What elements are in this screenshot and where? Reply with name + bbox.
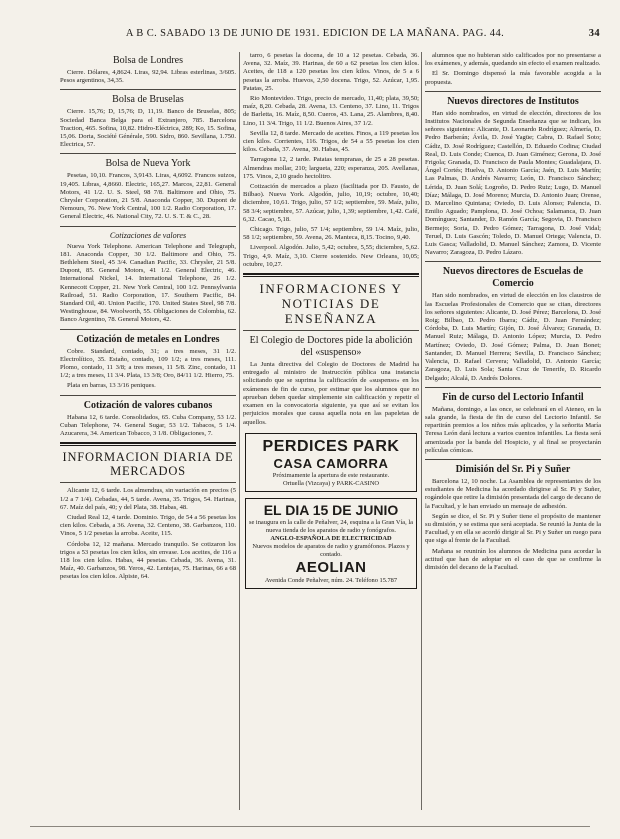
page-header — [30, 28, 600, 44]
article-title-lectorio: Fin de curso del Lectorio Infantil — [442, 391, 584, 403]
article-paragraph: Han sido nombrados, en virtud de elección, directores de los Institutos Nacionales de Segunda Enseñanza que se indican, los señores siguientes: Alicante, D. Leonardo Rodríguez; Almería, D. Pedro Barberán; Ávila, D. José Yagüe; Cabra, D. Rafael Soto; Cádiz, D. José Rodríguez; Castellón, D. Eduardo Codina; Ciudad Real, D. Luis Conde; Cuenca, D. Juan Giménez; Gerona, D. José Frigola; Granada, D. Francisco de Paula Montes; Guadalajara, D. Ángel Cortés; Huelva, D. Antonio García; Jaén, D. Luis Martín; Las Palmas, D. Andrés Navarro; León, D. Francisco Sánchez; Lérida, D. Juan Solá; Logroño, D. Pedro Ruiz; Lugo, D. Manuel Díaz; Málaga, D. José Moreno; Murcia, D. Antonio Juan; Orense, D. Marcelino Quintana; Oviedo, D. Luis Alonso; Palencia, D. Emilio Aguado; Pamplona, D. José Ochoa; Salamanca, D. Juan Domínguez; Santander, D. Ramón García; Segovia, D. Francisco Bermejo; Soria, D. Pedro Gómez; Tarragona, D. José Vidal; Teruel, D. Luis Gascón; Toledo, D. Manuel Ortega; Valencia, D. Luis Gasca; Valladolid, D. Manuel Sánchez; Zamora, D. Vicente Navarro; Zaragoza, D. Pedro Lázaro. — [425, 109, 601, 257]
article-paragraph: Barcelona 12, 10 noche. La Asamblea de representantes de los estudiantes de Medicina ha acordado dirigirse al Sr. Pi y Suñer, rogándole que retire la dimisión presentada del cargo de decano de la Facultad, y le han enviado un mensaje de adhesión. — [425, 477, 601, 510]
section-title-bruselas: Bolsa de Bruselas — [112, 94, 184, 106]
article-paragraph: Mañana, domingo, a las once, se celebrará en el Ateneo, en la sala grande, la fiesta de fin de curso del Lectorio Infantil. Se repartirán premios a los niños más aplicados, y la señorita María Teresa León dará lectura a varios cuentos infantiles. La fiesta será amenizada por la banda del Hospicio, y al final se proyectarán películas cómicas. — [425, 405, 601, 454]
article-paragraph: alumnos que no hubieran sido calificados por no presentarse a los exámenes, y además, quedando sin efecto el examen realizado. — [425, 52, 601, 68]
article-paragraph: Ciudad Real 12, 4 tarde. Dominio. Trigo, de 54 a 56 pesetas los cien kilos. Cebada, a 36. Avena, 32. Centeno, 38. Garbanzos, 110. Vinos, 5 1/2 pesetas la arroba. Aceite, 115. — [60, 513, 236, 538]
article-paragraph: Tarragona 12, 2 tarde. Patatas tempranas, de 25 a 28 pesetas. Almendras mollar, 210; largueta, 220; esperanza, 205. Avellanas, 175. Vinos, 2,10 grado hectolitro. — [243, 156, 419, 180]
article-paragraph: Rio Montevideo. Trigo, precio de mercado, 11,40; plata, 39,50; maíz, 8,20. Cebada, 28. Avena, 13. Centeno, 37. Lino, 11. Trigos de Barletta, 16. Maíz, 8,50. Cueros, 43. Lana, 25. Alambres, 8,40. Lino, 11 3/4. Trigo, 11 1/2. Buenos Aires, 37 1/2. — [243, 95, 419, 127]
ad-text: se inaugura en la calle de Peñalver, 24, esquina a la Gran Vía, la nueva tienda de los aparatos de radio y fonógrafos. — [249, 518, 413, 534]
divider — [425, 387, 601, 388]
article-title-dimision: Dimisión del Sr. Pi y Suñer — [455, 463, 571, 475]
article-paragraph: tarro, 6 pesetas la docena, de 10 a 12 pesetas. Cebada, 36. Avena, 32. Maíz, 39. Harinas, de 60 a 62 pesetas los cien kilos. Aceites, de 118 a 120 pesetas los cien kilos. Vinos, de 5 a 6 pesetas la arroba. Huevos, 2,50 docena. Trigo, 52. Azúcar, 1,95. Patatas, 25. — [243, 52, 419, 92]
article-paragraph: Córdoba 12, 12 mañana. Mercado tranquilo. Se cotizaron los trigos a 53 pesetas los cien kilos, sin envase. Los aceites, de 116 a 118 los cien kilos. Habas, 44 pesetas. Cebada, 36. Avena, 31. Maíz, 40. Garbanzos, 98. Yeros, 42. Lentejas, 75. Harinas, 66 a 68 pesetas los cien kilos. Alpiste, 64. — [60, 540, 236, 581]
article-paragraph: Mañana se reunirán los alumnos de Medicina para acordar la actitud que han de adoptar en el caso de que se confirme la dimisión del decano de la Facultad. — [425, 547, 601, 571]
section-title-valores: Cotizaciones de valores — [109, 230, 187, 240]
article-paragraph: Cotización de mercados a plazo (facilitada por D. Fausto, de Bilbao). Nueva York. Algodón, julio, 10,19; octubre, 10,40; diciembre, 10,61. Trigo, julio, 57 1/2; septiembre, 59. Maíz, julio, 58 3/4; septiembre, 57. Azúcar, julio, 1,39; septiembre, 1,42. Café, 6,32. Cacao, 5,18. — [243, 183, 419, 223]
article-paragraph: Según se dice, el Sr. Pi y Suñer tiene el propósito de mantener su dimisión, y se estima que será aceptada. Se reunió la Junta de la Facultad, y en ella se acordó dirigir al Sr. Pi y Suñer un ruego para que siga al frente de la Facultad. — [425, 512, 601, 545]
divider-double — [60, 442, 236, 446]
section-title-cubanos: Cotización de valores cubanos — [83, 399, 213, 411]
article-title-doctores: El Colegio de Doctores pide la abolición del «suspenso» — [249, 335, 413, 359]
article-paragraph: Nueva York Telephone. American Telephone and Telegraph, 181. Anaconda Copper, 30 1/2. Baltimore and Ohio, 75. Bethlehem Steel, 45 3/4. Canadian Pacific, 33. Chrysler, 21 5/8. Dupont, 85. General Motors, 41 1/2. General Electric, 46. International Nickel, 14. International Telephone, 26 1/2. Kennecott Copper, 21. New York Central, 100 1/2. Pennsylvania Railroad, 51. Radio Corporation, 17. Southern Pacific, 84. Standard Oil, 40. Union Pacific, 170. United States Steel, 98 7/8. Westinghouse, 84. Woolworth, 55. Obligaciones de Colombia, 62. Banco Argentino, 78. General Motors, 42. — [60, 242, 236, 324]
column-divider-2 — [421, 52, 422, 810]
column-2 — [243, 52, 419, 812]
section-title-ensenanza: INFORMACIONES Y NOTICIAS DE ENSEÑANZA — [259, 281, 403, 327]
divider — [60, 153, 236, 154]
article-title-institutos: Nuevos directores de Institutos — [447, 95, 579, 107]
article-paragraph: Cierre. 15,76; D, 15,76; D, 11,19. Banco de Bruselas, 805; Sociedad Banca Belga para el Extranjero, 785. Barcelona Traction, 465. Sofina, 10,82. Hidro-Eléctrica, 289; Ko, 15. Sofina, 15,06. Dorta, Société Générale, 590. Sidro, 860. Sevillana, 1.750. Electrica, 57. — [60, 108, 236, 149]
article-paragraph: Cobre. Standard, contado, 31; a tres meses, 31 1/2. Electrolítico, 35. Estaño, contado, 109 1/2; a tres meses, 111. Plomo, contado, 11 3/8; a tres meses, 11 5/8. Zinc, contado, 11 1/2; a tres meses, 11 3/4. Plata, 13 3/8; Oro, 84/11 1/2. Hierro, 75. — [60, 347, 236, 380]
article-paragraph: Sevilla 12, 8 tarde. Mercado de aceites. Finos, a 119 pesetas los cien kilos. Corrientes, 116. Trigos, de 54 a 55 pesetas los cien kilos. Cebada, 37. Avena, 30. Habas, 45. — [243, 129, 419, 154]
article-paragraph: Habana 12, 6 tarde. Consolidados, 65. Cuba Company, 53 1/2. Cuban Telephone, 74. General Sugar, 53 1/2. Tabacos, 5 1/4. Azucarera, 34. American Tobacco, 3 1/8. Obligaciones, 7. — [60, 413, 236, 438]
page-number: 34 — [588, 28, 600, 39]
article-paragraph: La Junta directiva del Colegio de Doctores de Madrid ha entregado al ministro de Instrucción pública una instancia solicitando que se suprima la calificación de «suspenso» en los exámenes de fin de curso, por estimar que los alumnos que no aprueban deben quedar simplemente sin calificación y repetir el examen en la convocatoria siguiente, ya que así se evitan los perjuicios morales que causa aquella nota en las papeletas de aquellos. — [243, 361, 419, 426]
divider — [60, 329, 236, 330]
divider — [243, 330, 419, 331]
advertisement-perdices-park — [245, 433, 417, 492]
section-title-metales: Cotización de metales en Londres — [76, 333, 220, 345]
ad-text: ANGLO-ESPAÑOLA DE ELECTRICIDAD — [270, 534, 392, 542]
ad-headline: EL DIA 15 DE JUNIO — [263, 501, 399, 518]
advertisement-aeolian — [245, 498, 417, 589]
ad-brand: AEOLIAN — [295, 558, 367, 576]
article-title-comercio: Nuevos directores de Escuelas de Comercio — [442, 266, 584, 290]
divider — [60, 226, 236, 227]
article-paragraph: Cierre. Dólares, 4,8624. Liras, 92,94. Libras esterlinas, 3/605. Pesos argentinos, 34,35. — [60, 69, 236, 85]
divider-double — [243, 273, 419, 277]
divider — [425, 261, 601, 262]
ad-subheadline: CASA CAMORRA — [273, 455, 389, 471]
section-title-londres: Bolsa de Londres — [113, 55, 183, 66]
column-3 — [425, 52, 601, 812]
article-paragraph: Alicante 12, 6 tarde. Los almendras, sin variación en precios (5 1/2 a 7 1/4). Cebadas, 44, 5 tarde. Avena, 35. Trigos, 54. Harinas, 67. Maíz del país, 40; y del Plata, 38. Habas, 48. — [60, 487, 236, 511]
article-paragraph: Chicago. Trigo, julio, 57 1/4; septiembre, 59 1/4. Maíz, julio, 58 1/2; septiembre, 59. Avena, 26. Manteca, 8,15. Tocino, 9,40. — [243, 226, 419, 242]
section-title-nueva-york: Bolsa de Nueva York — [105, 158, 191, 170]
ad-address: Avenida Conde Peñalver, núm. 24. Teléfono 15.787 — [264, 576, 398, 584]
divider — [60, 482, 236, 483]
divider — [60, 395, 236, 396]
divider — [425, 459, 601, 460]
article-paragraph: Plata en barras, 13 3/16 peniques. — [67, 382, 156, 390]
ad-headline: PERDICES PARK — [262, 437, 400, 455]
article-paragraph: Pesetas, 10,10. Francos, 3,9143. Liras, 4,6092. Francos suizos, 19,405. Libras, 4,8660. Electric, 165,27. Marcos, 22,81. General Motors, 41 1/2. U. S. Steel, 98 7/8. Baltimore and Ohio, 75. Chrysler Corporation, 21 5/8. Anaconda Copper, 30. Dupont de Nemours, 76. New York Central, 100 1/2. Radio Corporation, 17. General Electric, 46. National City, 72. U. S. T. & C., 28. — [60, 172, 236, 221]
header-title: A B C. SABADO 13 DE JUNIO DE 1931. EDICION DE LA MAÑANA. PAG. 44. — [125, 28, 505, 39]
article-paragraph: Han sido nombrados, en virtud de elección en los claustros de las Escuelas Profesionales de Comercio que se citan, directores los señores siguientes: Alicante, D. José Pérez; Barcelona, D. José Roig; Bilbao, D. Pedro Ibarra; Cádiz, D. Juan Fernández; Córdoba, D. Luis Martín; Gijón, D. José Álvarez; Granada, D. Manuel Ruiz; Málaga, D. Antonio López; Murcia, D. Pedro Martínez; Oviedo, D. José Gómez; Palma, D. Juan Bonet; Santander, D. Manuel Herrera; Sevilla, D. Francisco Sánchez; Valencia, D. Rafael Cervera; Valladolid, D. Antonio García; Zaragoza, D. Luis Sola; Santa Cruz de Tenerife, D. Ricardo Delgado; Alcalá, D. Andrés Dolores. — [425, 292, 601, 382]
divider — [425, 91, 601, 92]
column-1 — [60, 52, 236, 812]
article-paragraph: Liverpool. Algodón. Julio, 5,42; octubre, 5,55; diciembre, 5,62. Trigo, 4,9. Maíz, 3,10. Cierre sostenido. New Orleans, 10,05; octubre, 10,27. — [243, 244, 419, 268]
ad-text: Nuevos modelos de aparatos de radio y gramófonos. Plazos y contado. — [252, 542, 410, 558]
article-paragraph: El Sr. Domingo dispensó la más favorable acogida a la propuesta. — [425, 70, 601, 86]
ad-text: Próximamente la apertura de este restaurante. — [272, 471, 390, 479]
page-footer-rule — [30, 826, 590, 833]
ad-text: Ortuella (Vizcaya) y PARK-CASINO — [282, 479, 380, 487]
column-divider-1 — [239, 52, 240, 810]
divider — [60, 89, 236, 90]
section-title-mercados: INFORMACION DIARIA DE MERCADOS — [62, 450, 234, 479]
